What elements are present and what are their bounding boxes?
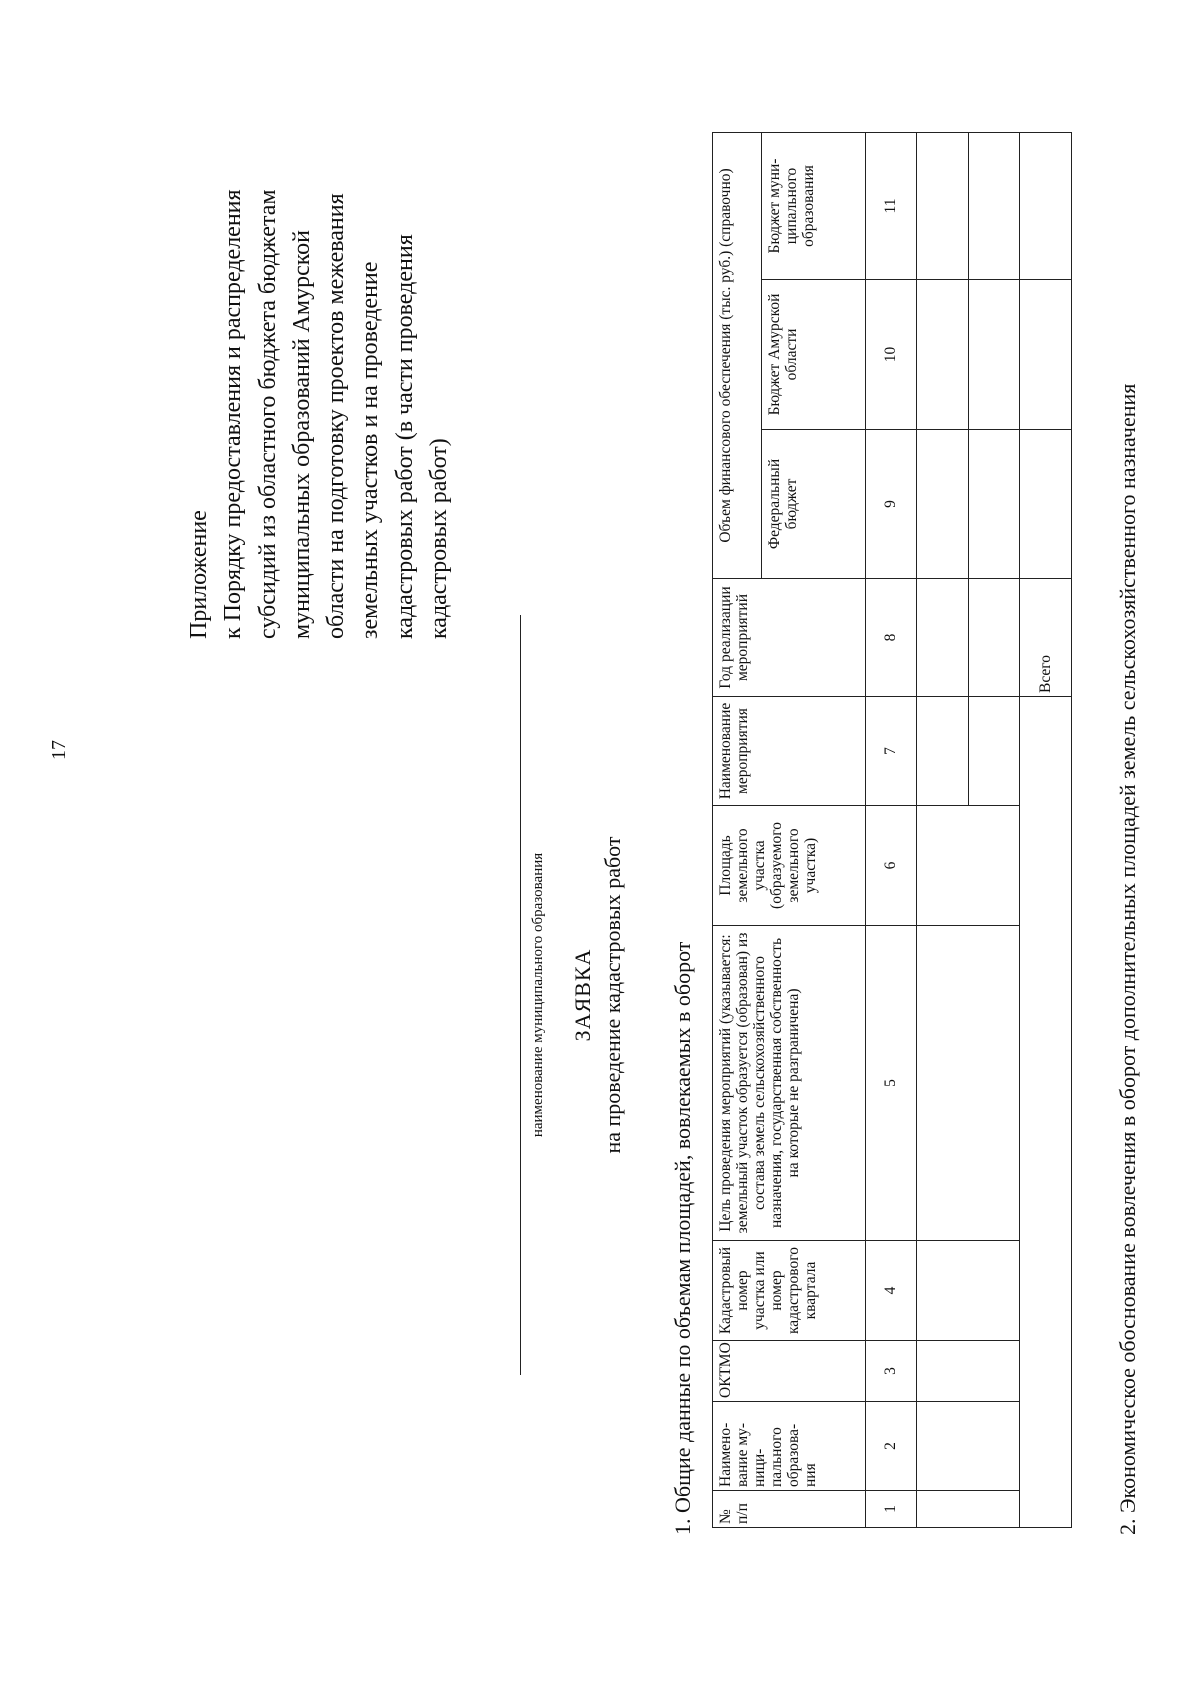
total-cell [1020,430,1072,579]
header-col-5: Цель проведения мероприятий (указывается: земельный участок образуется (образован) из состава земель сельскохозяйственного назначения, государственная собственность на которые не разграничена) [713,926,866,1241]
column-number: 11 [865,132,917,279]
header-col-1: № п/п [713,1491,866,1528]
form-title: ЗАЯВКА [570,948,595,1042]
table-header-row [713,132,762,1527]
header-col-4: Кадастровый номер участка или номер кадастрового квартала [713,1241,866,1341]
table-cell [917,926,1020,1241]
table-cell [968,430,1020,579]
table-cell [968,697,1020,806]
column-number: 4 [865,1241,917,1341]
section-1-heading: 1. Общие данные по объемам площадей, вовлекаемых в оборот [670,941,695,1535]
column-number: 3 [865,1341,917,1402]
table-row [917,132,969,1527]
table-cell [917,1241,1020,1341]
header-col-6: Площадь земельного участка (образуемого земельного участка) [713,806,866,926]
table-cell [968,579,1020,697]
total-row [1020,132,1072,1527]
column-number: 7 [865,697,917,806]
table-cell [917,430,969,579]
column-number: 9 [865,430,917,579]
appendix-line: области на подготовку проектов межевания [323,193,350,639]
header-finance-group: Объем финансового обеспечения (тыс. руб.) (справочно) [713,132,762,578]
column-number: 1 [865,1491,917,1528]
appendix-line: субсидий из областного бюджета бюджетам [254,189,281,639]
section-2-heading: 2. Экономическое обоснование вовлечения в оборот дополнительных площадей земель сельскохозяйственного назначения [1115,383,1140,1535]
table-cell [917,280,969,430]
header-col-3: ОКТМО [713,1341,866,1402]
appendix-line: муниципальных образований Амурской [288,229,315,639]
table-cell [917,579,969,697]
column-number: 2 [865,1402,917,1491]
appendix-line: земельных участков и на проведение [357,261,384,639]
table-cell [968,132,1020,279]
header-col-8: Год реализации мероприятий [713,579,866,697]
total-cell [1020,132,1072,279]
table-cell [917,806,1020,926]
municipality-name-line [520,615,521,1375]
header-col-11: Бюджет муни-ципального образования [762,132,865,279]
table-cell [917,1491,1020,1528]
header-col-10: Бюджет Амурской области [762,280,865,430]
appendix-line: к Порядку предоставления и распределения [220,189,247,639]
column-numbers-row [865,132,917,1527]
appendix-note [182,189,456,639]
column-number: 5 [865,926,917,1241]
header-col-9: Федеральный бюджет [762,430,865,579]
total-cell [1020,280,1072,430]
form-subtitle: на проведение кадастровых работ [600,836,625,1154]
table-cell [917,697,969,806]
table-cell [917,1402,1020,1491]
table-cell [917,132,969,279]
appendix-line: кадастровых работ) [426,438,453,639]
appendix-line: Приложение [186,510,212,639]
appendix-line: кадастровых работ (в части проведения [391,234,418,639]
column-number: 6 [865,806,917,926]
table-cell [968,280,1020,430]
column-number: 10 [865,280,917,430]
column-number: 8 [865,579,917,697]
total-label: Всего [1020,579,1072,697]
page-number: 17 [48,740,70,760]
municipality-name-caption: наименование муниципального образования [530,852,546,1138]
header-col-7: Наименование мероприятия [713,697,866,806]
total-spacer-cell [1020,697,1072,1528]
table-cell [917,1341,1020,1402]
areas-table [712,132,1072,1528]
header-col-2: Наимено-вание му-ници-пального образова-ния [713,1402,866,1491]
